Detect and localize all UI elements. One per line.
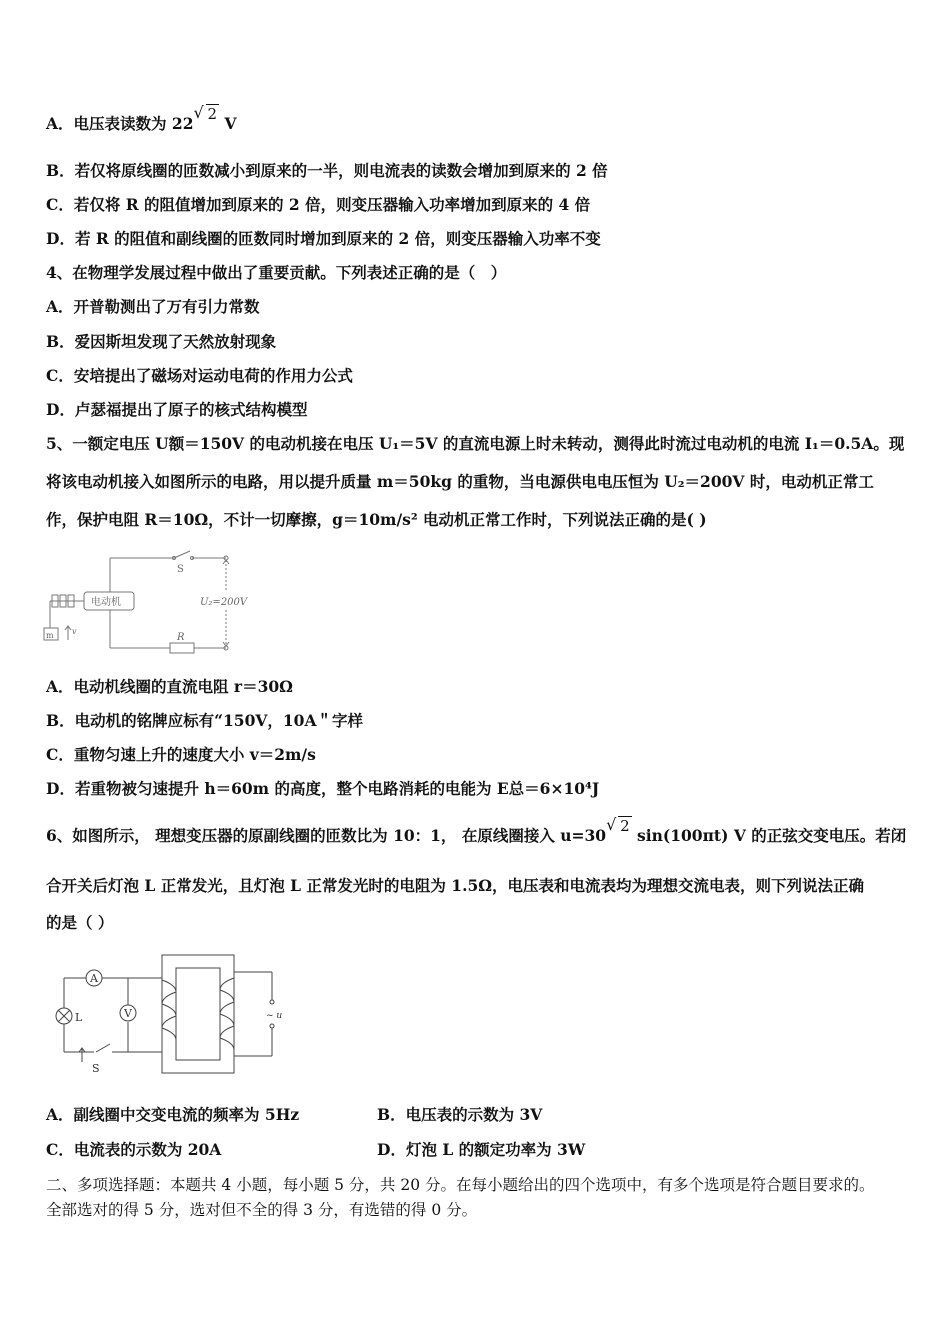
q6-option-a: A．副线圈中交变电流的频率为 5Hz [46,1105,300,1124]
q6-option-c: C．电流表的示数为 20A [46,1140,222,1159]
motor-label: 电动机 [91,597,121,608]
ammeter-label: A [90,972,98,985]
secondary-coil [162,980,176,1040]
q5-stem-line1: 5、一额定电压 U额＝150V 的电动机接在电压 U₁＝5V 的直流电源上时未转动，测得此时流过电动机的电流 I₁＝0.5A。现 [46,434,905,453]
q3-option-a-text: A．电压表读数为 22 [46,114,194,133]
switch-blade [174,551,190,558]
q4-option-b: B．爱因斯坦发现了天然放射现象 [46,332,277,351]
resistor-label: R [177,632,185,643]
q4-stem: 4、在物理学发展过程中做出了重要贡献。下列表述正确的是（ ） [46,263,507,282]
primary-coil [220,978,234,1050]
section2-heading-line1: 二、多项选择题：本题共 4 小题，每小题 5 分，共 20 分。在每小题给出的四个选项中，有多个选项是符合题目要求的。 [46,1176,875,1194]
source-label: ~ u [266,1011,283,1021]
lamp-label: L [75,1011,83,1024]
q6-transformer-diagram [44,950,294,1080]
mass-label: m [46,631,54,640]
q6-stem-line1: 6、如图所示， 理想变压器的原副线圈的匝数比为 10：1， 在原线圈接入 u=30 √ 2 sin(100πt) V 的正弦交变电压。若闭 [46,815,907,845]
section2-heading-line2: 全部选对的得 5 分，选对但不全的得 3 分，有选错的得 0 分。 [46,1201,478,1219]
q6-stem-line2: 合开关后灯泡 L 正常发光，且灯泡 L 正常发光时的电阻为 1.5Ω，电压表和电流表均为理想交流电表，则下列说法正确 [46,876,865,895]
q6-stem-line3: 的是（ ） [46,913,114,932]
q3-option-b: B．若仅将原线圈的匝数减小到原来的一半，则电流表的读数会增加到原来的 2 倍 [46,161,608,180]
voltage-label: U₂=200V [200,597,248,608]
q5-circuit-diagram [40,548,270,663]
voltmeter-label: V [124,1007,132,1020]
velocity-label: v [72,627,77,636]
q3-option-d: D．若 R 的阻值和副线圈的匝数同时增加到原来的 2 倍，则变压器输入功率不变 [46,229,601,248]
sqrt-symbol: √ 2 [606,815,630,835]
q5-option-a: A．电动机线圈的直流电阻 r＝30Ω [46,677,293,696]
switch-label: S [92,1062,100,1075]
q4-option-c: C．安培提出了磁场对运动电荷的作用力公式 [46,366,353,385]
q5-option-b: B．电动机的铭牌应标有“150V，10A＂字样 [46,711,363,730]
q3-option-a: A．电压表读数为 22 √ 2 V [46,103,237,133]
q6-option-d: D．灯泡 L 的额定功率为 3W [377,1140,586,1159]
q5-stem-line3: 作，保护电阻 R＝10Ω，不计一切摩擦，g＝10m/s² 电动机正常工作时，下列说法正确的是( ) [46,510,707,529]
q4-option-d: D．卢瑟福提出了原子的核式结构模型 [46,400,308,419]
switch-blade [96,1044,110,1052]
switch-label: S [177,564,184,575]
q5-stem-line2: 将该电动机接入如图所示的电路，用以提升质量 m＝50kg 的重物，当电源供电电压恒为 U₂＝200V 时，电动机正常工 [46,472,874,491]
q5-option-c: C．重物匀速上升的速度大小 v＝2m/s [46,745,316,764]
sqrt-symbol: √ 2 [193,103,218,123]
q3-option-c: C．若仅将 R 的阻值增加到原来的 2 倍，则变压器输入功率增加到原来的 4 倍 [46,195,591,214]
transformer-core [162,955,234,1073]
resistor-r [170,643,194,653]
q6-option-b: B．电压表的示数为 3V [377,1105,543,1124]
q5-option-d: D．若重物被匀速提升 h＝60m 的高度，整个电路消耗的电能为 E总＝6×10⁴J [46,779,600,798]
q4-option-a: A．开普勒测出了万有引力常数 [46,297,260,316]
